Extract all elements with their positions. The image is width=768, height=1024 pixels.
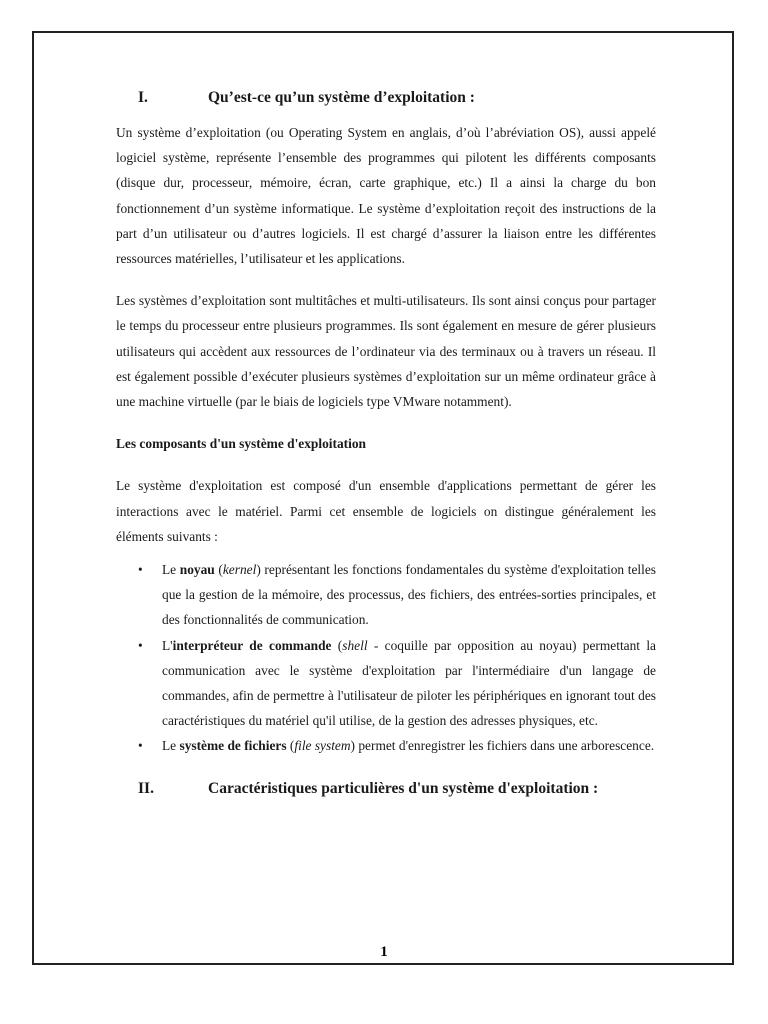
section-1-title: Qu’est-ce qu’un système d’exploitation :: [208, 89, 475, 106]
list-item: • Le système de fichiers (file system) permet d'enregistrer les fichiers dans une arborescence.: [116, 733, 656, 758]
section-2-title: Caractéristiques particulières d'un système d'exploitation :: [208, 779, 599, 797]
bullet-icon: •: [138, 562, 143, 578]
paragraph-3: Le système d'exploitation est composé d'un ensemble d'applications permettant de gérer les interactions avec le matériel. Parmi cet ensemble de logiciels on distingue généralement les éléments suivants :: [116, 478, 656, 544]
term-shell: interpréteur de commande: [172, 637, 332, 653]
paragraph-2: Les systèmes d’exploitation sont multitâches et multi-utilisateurs. Ils sont ainsi conçus pour partager le temps du processeur entre plusieurs programmes. Ils sont également en mesure de gérer plusieurs utilisateurs qui accèdent aux ressources de l’ordinateur via des terminaux ou à travers un réseau. Il est également possible d’exécuter plusieurs systèmes d’exploitation sur un même ordinateur grâce à une machine virtuelle (par le biais de logiciels type VMware notamment).: [116, 293, 656, 410]
section-2-heading: [116, 777, 656, 801]
section-2-number: II.: [138, 779, 154, 797]
section-1-heading: [116, 86, 656, 110]
list-item: • Le noyau (kernel) représentant les fonctions fondamentales du système d'exploitation telles que la gestion de la mémoire, des processus, des fichiers, des entrées-sorties principales, et des fonctionnalités de communication.: [116, 557, 656, 633]
bullet-icon: •: [138, 738, 143, 754]
term-kernel: noyau: [179, 562, 215, 578]
page-number: 1: [380, 944, 388, 960]
list-item: • L'interpréteur de commande (shell - coquille par opposition au noyau) permettant la communication avec le système d'exploitation par l'intermédiaire d'un langage de commandes, afin de permettre à l'utilisateur de piloter les périphériques en ignorant tout des caractéristiques du matériel qu'il utilise, de la gestion des adresses physiques, etc.: [116, 633, 656, 734]
section-1-number: I.: [138, 89, 148, 106]
bullet-icon: •: [138, 637, 143, 653]
paragraph-1: Un système d’exploitation (ou Operating System en anglais, d’où l’abréviation OS), aussi appelé logiciel système, représente l’ensemble des programmes qui pilotent les différents composants (disque dur, processeur, mémoire, écran, carte graphique, etc.) Il a ainsi la charge du bon fonctionnement d’un système informatique. Le système d’exploitation reçoit des instructions de la part d’un utilisateur ou d’autres logiciels. Il est chargé d’assurer la liaison entre les différentes ressources matérielles, l’utilisateur et les applications.: [116, 125, 656, 267]
components-list: [116, 557, 656, 759]
document-body: [116, 86, 656, 801]
subheading-components: Les composants d'un système d'exploitation: [116, 436, 366, 452]
term-file-system: système de fichiers: [179, 738, 287, 754]
